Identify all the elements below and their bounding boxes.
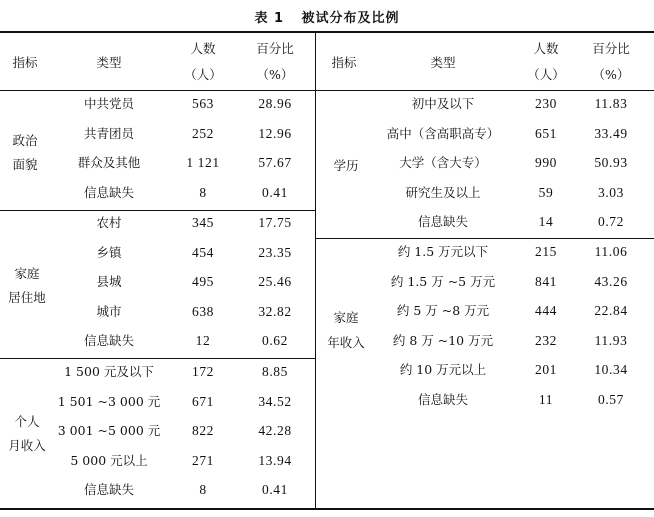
left-row-pct: 12.96	[258, 126, 292, 141]
left-row-count: 822	[191, 423, 215, 438]
right-group-label: 年收入	[327, 335, 365, 350]
left-row-pct: 28.96	[258, 96, 292, 111]
right-row-count: 841	[534, 274, 558, 289]
left-group-rule-2	[0, 358, 316, 359]
left-row-count: 495	[191, 274, 215, 289]
left-row-type: 信息缺失	[83, 333, 135, 348]
left-row-pct: 0.41	[261, 482, 289, 497]
right-row-count: 651	[534, 126, 558, 141]
left-row-type: 1 500 元及以下	[64, 364, 154, 379]
right-row-pct: 3.03	[597, 185, 625, 200]
left-group-rule-1	[0, 210, 316, 211]
right-header-count: 人数	[533, 41, 559, 56]
left-group-label: 居住地	[8, 290, 46, 305]
right-row-pct: 33.49	[594, 126, 628, 141]
right-row-type: 信息缺失	[417, 214, 469, 229]
left-row-pct: 34.52	[258, 394, 292, 409]
left-row-count: 638	[191, 304, 215, 319]
left-header-pct: 百分比	[256, 41, 294, 56]
right-row-pct: 11.83	[594, 96, 628, 111]
left-row-pct: 25.46	[258, 274, 292, 289]
left-row-type: 信息缺失	[83, 185, 135, 200]
right-row-pct: 0.57	[597, 392, 625, 407]
right-row-pct: 11.06	[594, 244, 628, 259]
right-row-count: 230	[534, 96, 558, 111]
left-row-count: 8	[199, 482, 207, 497]
left-row-type: 城市	[96, 304, 122, 319]
left-row-count: 271	[191, 453, 215, 468]
left-row-type: 共青团员	[83, 126, 135, 141]
left-row-pct: 32.82	[258, 304, 292, 319]
left-group-label: 政治	[12, 133, 38, 148]
right-row-pct: 50.93	[594, 155, 628, 170]
right-row-pct: 43.26	[594, 274, 628, 289]
left-row-type: 乡镇	[96, 245, 122, 260]
right-group-rule-1	[316, 238, 654, 239]
right-row-pct: 22.84	[594, 303, 628, 318]
right-row-pct: 0.72	[597, 214, 625, 229]
left-row-pct: 0.62	[261, 333, 289, 348]
left-header-type: 类型	[96, 55, 122, 70]
center-divider	[315, 31, 316, 509]
top-rule	[0, 31, 654, 33]
left-group-label: 月收入	[8, 438, 46, 453]
left-row-count: 563	[191, 96, 215, 111]
right-row-count: 59	[538, 185, 554, 200]
left-row-count: 345	[191, 215, 215, 230]
right-row-type: 大学（含大专）	[399, 155, 487, 170]
right-header-pct: 百分比	[592, 41, 630, 56]
right-row-type: 信息缺失	[417, 392, 469, 407]
right-row-count: 11	[538, 392, 554, 407]
right-row-count: 444	[534, 303, 558, 318]
right-row-pct: 10.34	[594, 362, 628, 377]
right-row-type: 研究生及以上	[405, 185, 481, 200]
right-header-count-unit: （人）	[527, 67, 565, 82]
bottom-rule	[0, 508, 654, 510]
right-header-pct-unit: （%）	[592, 67, 630, 82]
left-row-pct: 23.35	[258, 245, 292, 260]
right-row-type: 高中（含高职高专）	[386, 126, 500, 141]
right-header-type: 类型	[430, 55, 456, 70]
left-row-type: 群众及其他	[77, 155, 141, 170]
left-group-label: 面貌	[12, 157, 38, 172]
left-row-type: 县城	[96, 274, 122, 289]
left-row-pct: 57.67	[258, 155, 292, 170]
right-row-type: 约 8 万 ~10 万元	[392, 333, 494, 348]
left-header-count: 人数	[190, 41, 216, 56]
left-row-count: 252	[191, 126, 215, 141]
right-row-count: 14	[538, 214, 554, 229]
left-row-count: 1 121	[186, 155, 220, 170]
left-row-count: 454	[191, 245, 215, 260]
left-header-pct-unit: （%）	[256, 67, 294, 82]
right-row-count: 215	[534, 244, 558, 259]
right-row-type: 约 1.5 万 ~5 万元	[390, 274, 496, 289]
left-row-pct: 17.75	[258, 215, 292, 230]
left-row-type: 1 501 ~3 000 元	[57, 394, 161, 409]
right-row-count: 990	[534, 155, 558, 170]
left-header-count-unit: （人）	[184, 67, 222, 82]
left-row-count: 172	[191, 364, 215, 379]
left-row-type: 农村	[96, 215, 122, 230]
left-row-count: 12	[195, 333, 211, 348]
table-number: 表 1	[254, 11, 285, 26]
left-group-label: 家庭	[14, 266, 40, 281]
right-row-count: 232	[534, 333, 558, 348]
table-title	[0, 7, 654, 25]
left-header-indicator: 指标	[12, 55, 38, 70]
left-row-count: 8	[199, 185, 207, 200]
left-row-type: 信息缺失	[83, 482, 135, 497]
right-group-label: 家庭	[333, 310, 359, 325]
left-row-pct: 0.41	[261, 185, 289, 200]
right-header-indicator: 指标	[331, 55, 357, 70]
right-row-type: 初中及以下	[411, 96, 475, 111]
right-row-type: 约 5 万 ~8 万元	[396, 303, 490, 318]
left-row-type: 5 000 元以上	[70, 453, 148, 468]
left-row-pct: 8.85	[261, 364, 289, 379]
right-row-pct: 11.93	[594, 333, 628, 348]
right-row-type: 约 1.5 万元以下	[397, 244, 489, 259]
table-caption: 被试分布及比例	[301, 11, 400, 26]
left-row-count: 671	[191, 394, 215, 409]
left-group-label: 个人	[14, 414, 40, 429]
right-row-type: 约 10 万元以上	[399, 362, 487, 377]
left-row-type: 3 001 ~5 000 元	[57, 423, 161, 438]
right-group-label: 学历	[333, 158, 359, 173]
left-row-pct: 42.28	[258, 423, 292, 438]
header-rule	[0, 90, 654, 91]
right-row-count: 201	[534, 362, 558, 377]
left-row-pct: 13.94	[258, 453, 292, 468]
left-row-type: 中共党员	[83, 96, 135, 111]
